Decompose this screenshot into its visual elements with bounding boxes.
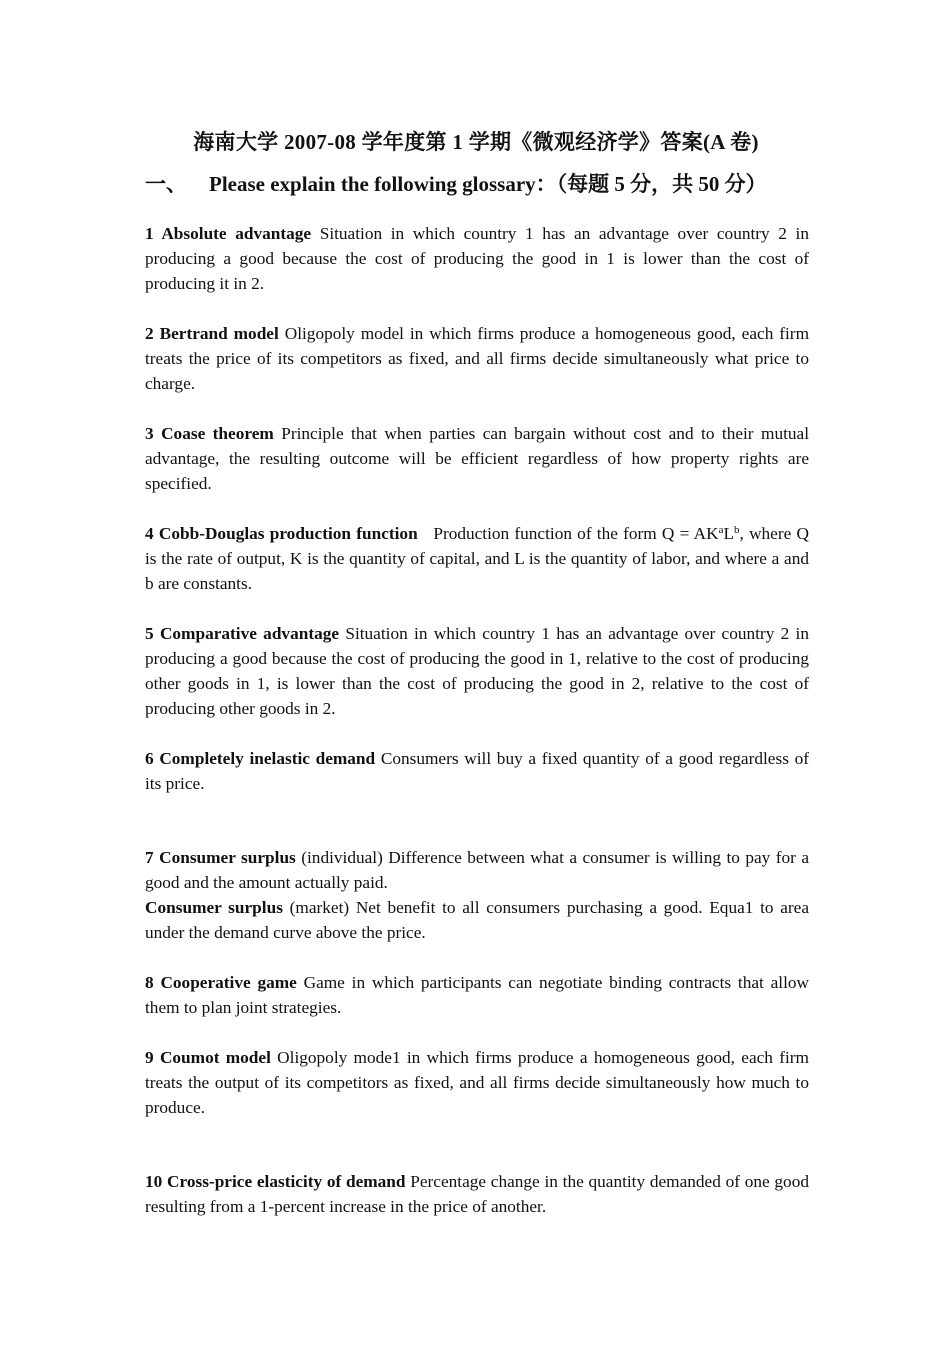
- glossary-list: [145, 221, 809, 1244]
- entry-term: Bertrand model: [159, 324, 279, 343]
- exponent-a: a: [718, 524, 724, 536]
- glossary-entry: [145, 845, 809, 945]
- entry-definition: Situation in which country 1 has an advantage over country 2 in producing a good because the cost of producing the good in 1 is lower than the cost of producing it in 2.: [145, 224, 809, 293]
- entry-term: Cobb-Douglas production function: [158, 524, 418, 543]
- document-title: 海南大学 2007-08 学年度第 1 学期《微观经济学》答案(A 卷): [193, 130, 759, 154]
- entry-term: Completely inelastic demand: [159, 749, 376, 768]
- exponent-b: b: [734, 524, 740, 536]
- entry-number: 6: [145, 749, 154, 768]
- glossary-entry: [145, 970, 809, 1020]
- entry-term: Consumer surplus: [145, 898, 283, 917]
- entry-number: 5: [145, 624, 154, 643]
- entry-number: 1: [145, 224, 154, 243]
- entry-number: 9: [145, 1048, 154, 1067]
- section-number: 一、: [145, 172, 187, 196]
- entry-term: Comparative advantage: [159, 624, 340, 643]
- glossary-entry: [145, 1045, 809, 1120]
- entry-number: 3: [145, 424, 154, 443]
- entry-definition: Game in which participants can negotiate binding contracts that allow them to plan joint strategies.: [145, 973, 810, 1017]
- entry-number: 7: [145, 848, 154, 867]
- entry-definition: Oligopoly model in which firms produce a homogeneous good, each firm treats the price of its competitors as fixed, and all firms decide simultaneously what price to charge.: [145, 324, 810, 393]
- section-heading: [145, 168, 845, 198]
- glossary-entry: [145, 421, 809, 496]
- entry-term: Cooperative game: [160, 973, 297, 992]
- entry-definition: Percentage change in the quantity demanded of one good resulting from a 1-percent increase in the price of another.: [145, 1172, 809, 1216]
- entry-number: 4: [145, 524, 154, 543]
- entry-term: Cross-price elasticity of demand: [167, 1172, 406, 1191]
- glossary-entry: [145, 746, 809, 796]
- glossary-entry: [145, 621, 809, 721]
- entry-subdefinition: [145, 895, 809, 945]
- entry-definition: Principle that when parties can bargain without cost and to their mutual advantage, the resulting outcome will be efficient regardless of how property rights are specified.: [145, 424, 809, 493]
- glossary-entry: [145, 521, 809, 596]
- entry-number: 8: [145, 973, 154, 992]
- glossary-entry: [145, 221, 809, 296]
- entry-term: Coumot model: [159, 1048, 271, 1067]
- entry-term: Consumer surplus: [159, 848, 296, 867]
- section-heading-text: Please explain the following glossary：（每题 5 分，共 50 分）: [209, 172, 767, 196]
- glossary-entry: [145, 1169, 809, 1219]
- entry-definition: (market) Net benefit to all consumers purchasing a good. Equa1 to area under the demand curve above the price.: [145, 898, 809, 942]
- entry-definition: Consumers will buy a fixed quantity of a good regardless of its price.: [145, 749, 809, 793]
- entry-number: 10: [145, 1172, 163, 1191]
- entry-definition: (individual) Difference between what a consumer is willing to pay for a good and the amount actually paid.: [145, 848, 809, 892]
- glossary-entry: [145, 321, 809, 396]
- entry-term: Absolute advantage: [161, 224, 312, 243]
- entry-definition: Oligopoly mode1 in which firms produce a homogeneous good, each firm treats the output of its competitors as fixed, and all firms decide simultaneously how much to produce.: [145, 1048, 809, 1117]
- entry-definition: Production function of the form $Q = AK^aL^b$, where Q is the rate of output, K is the quantity of capital, and L is the quantity of labor, and where a and b are constants.: [145, 524, 809, 593]
- entry-number: 2: [145, 324, 154, 343]
- entry-term: Coase theorem: [161, 424, 274, 443]
- entry-definition: Situation in which country 1 has an advantage over country 2 in producing a good because the cost of producing the good in 1, relative to the cost of producing other goods in 1, is lower than the cost of producing the good in 2, relative to the cost of producing other goods in 2.: [145, 624, 809, 718]
